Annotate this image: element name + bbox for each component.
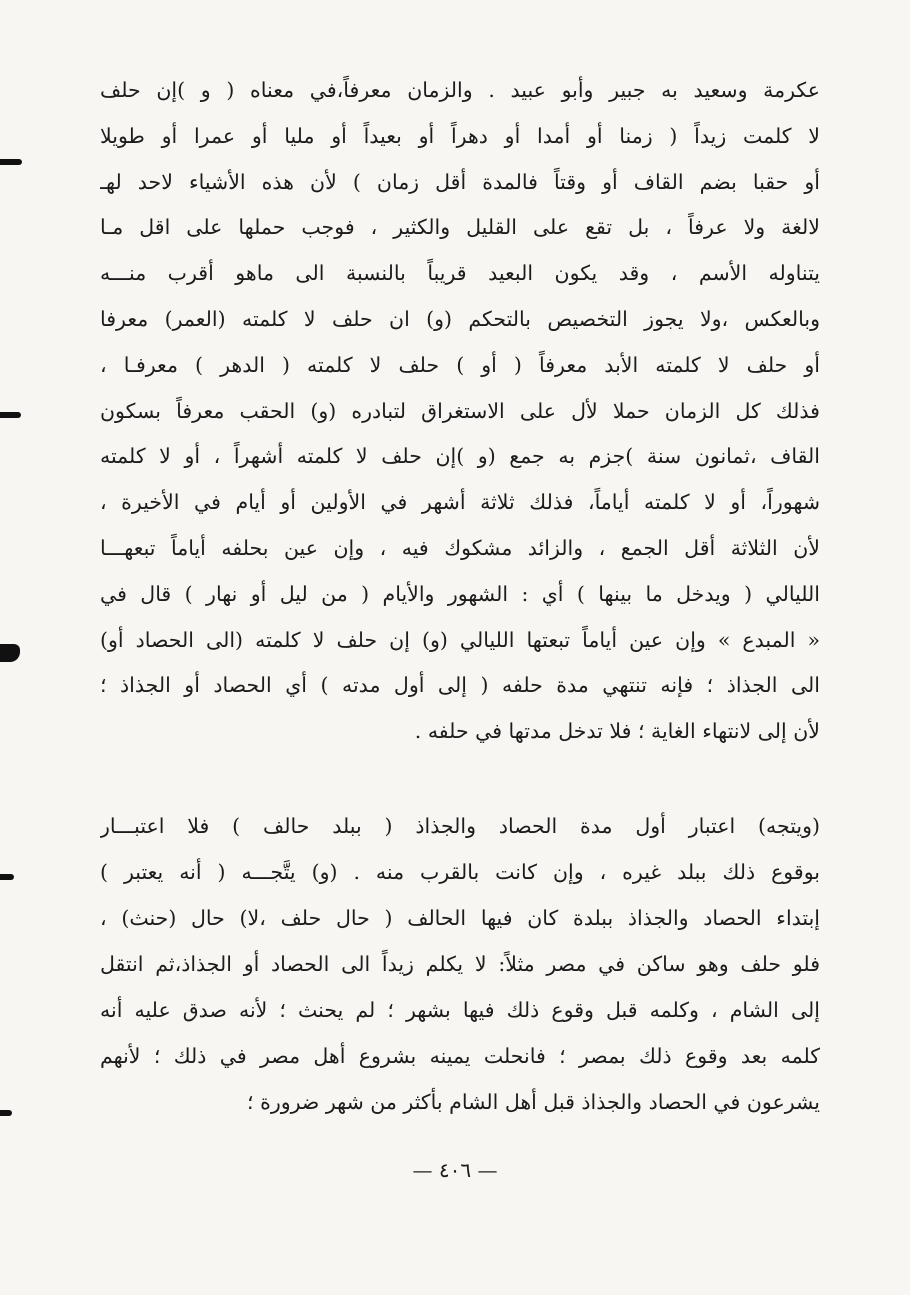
margin-mark (0, 159, 22, 165)
text-line: لأن إلى لانتهاء الغاية ؛ فلا تدخل مدتها في حلفه . (414, 719, 820, 744)
text-line: « المبدع » وإن عين أياماً تبعتها الليالي (و) إن حلف لا كلمته (الى الحصاد أو) (100, 627, 820, 652)
margin-mark (0, 412, 21, 418)
margin-mark (0, 644, 20, 662)
text-line: (ويتجه) اعتبار أول مدة الحصاد والجذاذ ( ببلد حالف ) فلا اعتبـــار (100, 814, 820, 838)
text-line: الليالي ( ويدخل ما بينها ) أي : الشهور والأيام ( من ليل أو نهار ) قال في (100, 581, 820, 606)
text-line: لالغة ولا عرفاً ، بل تقع على القليل والكثير ، فوجب حملها على اقل مـا (100, 215, 820, 240)
text-line: فذلك كل الزمان حملا لأل على الاستغراق لتبادره (و) الحقب معرفاً بسكون (100, 398, 820, 423)
text-line: يتناوله الأسم ، وقد يكون البعيد قريباً بالنسبة الى ماهو أقرب منـــه (100, 261, 820, 286)
text-line: إبتداء الحصاد والجذاذ ببلدة كان فيها الحالف ( حال حلف ،لا) حال (حنث) ، (100, 906, 820, 930)
paragraph-2 (100, 803, 820, 1125)
text-line: عكرمة وسعيد به جبير وأبو عبيد . والزمان معرفاً،في معناه ( و )إن حلف (100, 78, 820, 102)
paragraph-1 (100, 68, 820, 755)
text-line: بوقوع ذلك ببلد غيره ، وإن كانت بالقرب منه . (و) يتَّجـــه ( أنه يعتبر ) (100, 860, 820, 884)
text-line: أو حقبا بضم القاف أو وقتاً فالمدة أقل زمان ) لأن هذه الأشياء لاحد لهـ (100, 169, 820, 194)
text-line: القاف ،ثمانون سنة )جزم به جمع (و )إن حلف لا كلمته أشهراً ، أو لا كلمته (100, 444, 820, 469)
text-line: إلى الشام ، وكلمه قبل وقوع ذلك فيها بشهر ؛ لم يحنث ؛ لأنه صدق عليه أنه (100, 998, 820, 1022)
text-line: كلمه بعد وقوع ذلك بمصر ؛ فانحلت يمينه بشروع أهل مصر في ذلك ؛ لأنهم (100, 1044, 820, 1068)
margin-mark (0, 1110, 12, 1116)
margin-mark (0, 874, 14, 880)
page-number: — ٤٠٦ — (412, 1158, 498, 1182)
text-line: شهوراً، أو لا كلمته أياماً، فذلك ثلاثة أشهر في الأولين أو أيام في الأخيرة ، (100, 490, 820, 515)
text-line: الى الجذاذ ؛ فإنه تنتهي مدة حلفه ( إلى أول مدته ) أي الحصاد أو الجذاذ ؛ (100, 673, 820, 698)
text-line: لأن الثلاثة أقل الجمع ، والزائد مشكوك فيه ، وإن عين بحلفه أياماً تبعهـــا (100, 535, 820, 560)
text-line: أو حلف لا كلمته الأبد معرفاً ( أو ) حلف لا كلمته ( الدهر ) معرفـا ، (100, 352, 820, 377)
text-line: فلو حلف وهو ساكن في مصر مثلاً: لا يكلم زيداً الى الحصاد أو الجذاذ،ثم انتقل (100, 952, 820, 976)
text-line: وبالعكس ،ولا يجوز التخصيص بالتحكم (و) ان حلف لا كلمته (العمر) معرفا (100, 306, 820, 331)
text-line: لا كلمت زيداً ( زمنا أو أمدا أو دهراً أو بعيداً أو مليا أو عمرا أو طويلا (100, 123, 820, 148)
text-line: يشرعون في الحصاد والجذاذ قبل أهل الشام بأكثر من شهر ضرورة ؛ (247, 1090, 820, 1114)
